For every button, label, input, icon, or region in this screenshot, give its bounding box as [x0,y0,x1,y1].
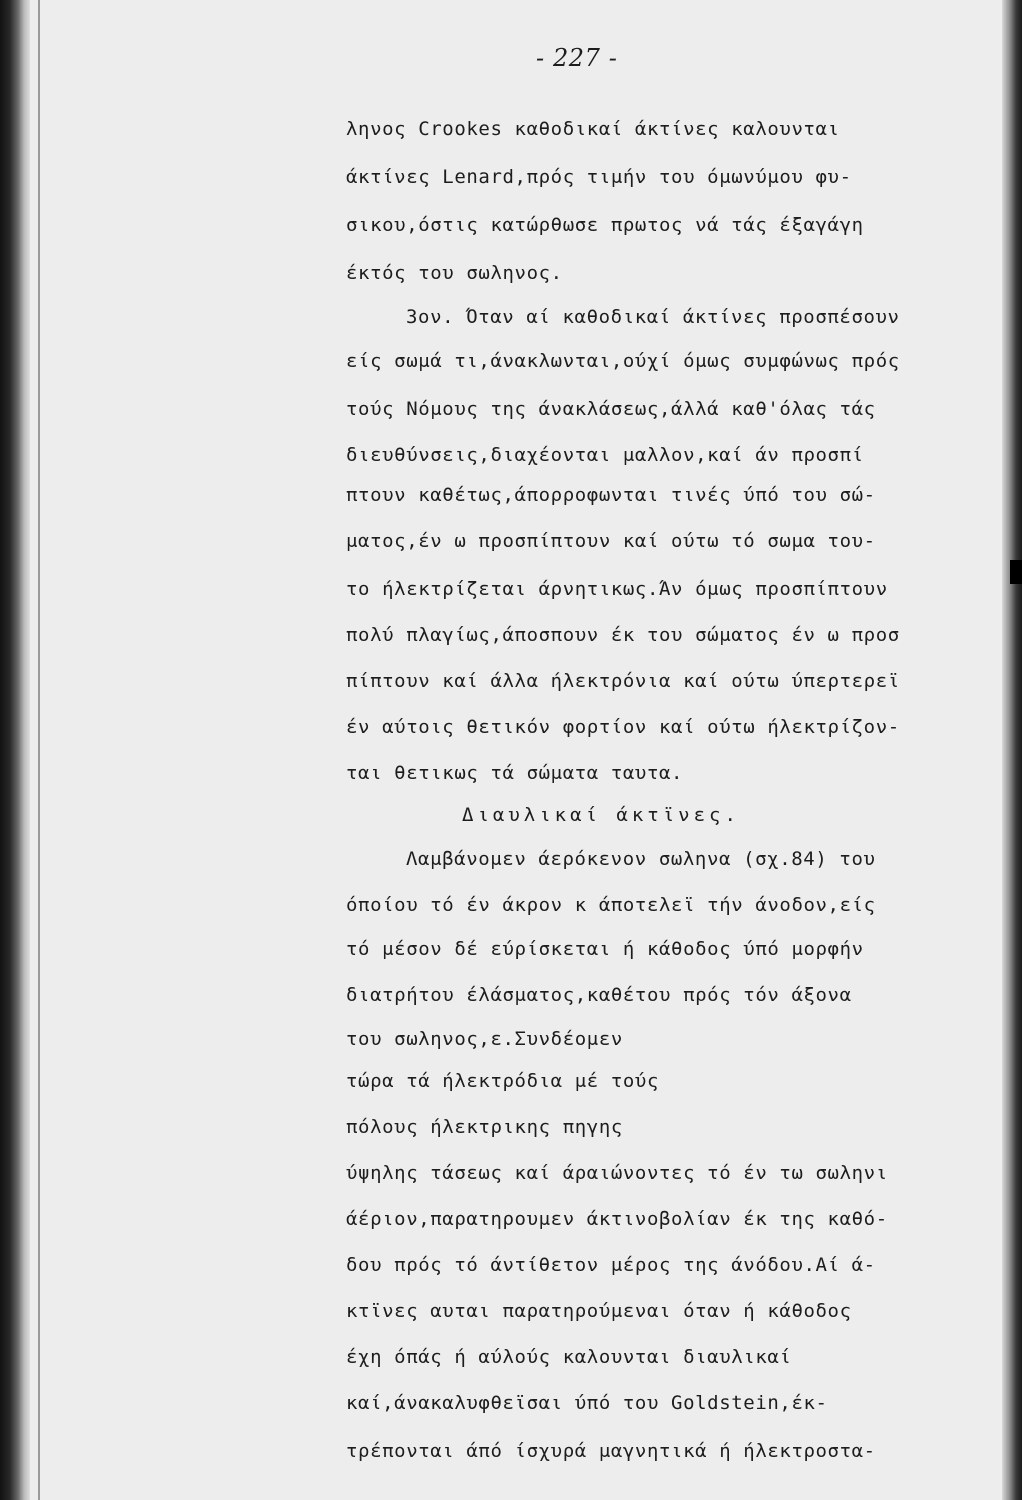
text-line-28: έχη όπάς ή αύλούς καλουνται διαυλικαί [346,1346,792,1368]
page-binding [0,0,30,1500]
page-right-edge [1002,0,1022,1500]
text-line-6: είς σωμά τι,άνακλωνται,ούχί όμως συμφώνως πρός [346,350,900,372]
text-line-13: πίπτουν καί άλλα ήλεκτρόνια καί ούτω ύπερτερεϊ [346,670,900,692]
text-line-14: έν αύτοις θετικόν φορτίον καί ούτω ήλεκτρίζον- [346,716,900,738]
text-line-7: τούς Νόμους της άνακλάσεως,άλλά καθ'όλας τάς [346,398,876,420]
text-line-2: άκτίνες Lenard,πρός τιμήν του όμωνύμου φυ- [346,166,852,188]
text-line-26: δου πρός τό άντίθετον μέρος της άνόδου.Αί ά- [346,1254,876,1276]
text-line-1: ληνος Crookes καθοδικαί άκτίνες καλουνται [346,118,840,140]
text-line-15: ται θετικως τά σώματα ταυτα. [346,762,684,784]
text-line-24: ύψηλης τάσεως καί άραιώνοντες τό έν τω σωληνι [346,1162,888,1184]
text-line-10: ματος,έν ω προσπίπτουν καί ούτω τό σωμα του- [346,530,876,552]
text-line-29: καί,άνακαλυφθεϊσαι ύπό του Goldstein,έκ- [346,1392,828,1414]
section-heading: Διαυλικαί άκτϊνες. [462,804,740,826]
text-line-19: τό μέσον δέ εύρίσκεται ή κάθοδος ύπό μορφήν [346,938,864,960]
text-line-23: πόλους ήλεκτρικης πηγης [346,1116,623,1138]
text-line-5: 3ον. Όταν αί καθοδικαί άκτίνες προσπέσουν [406,306,900,328]
text-line-20: διατρήτου έλάσματος,καθέτου πρός τόν άξονα [346,984,852,1006]
text-line-9: πτουν καθέτως,άπορροφωνται τινές ύπό του σώ- [346,484,876,506]
text-line-27: κτϊνες αυται παρατηρούμεναι όταν ή κάθοδος [346,1300,852,1322]
text-line-17: Λαμβάνομεν άερόκενον σωληνα (σχ.84) του [406,848,876,870]
page-number: - 227 - [536,44,618,72]
text-line-8: διευθύνσεις,διαχέονται μαλλον,καί άν προσπί [346,444,864,466]
text-line-30: τρέπονται άπό ίσχυρά μαγνητικά ή ήλεκτροστα- [346,1440,876,1462]
binding-line [38,0,40,1500]
text-line-4: έκτός του σωληνος. [346,262,563,284]
text-line-11: το ήλεκτρίζεται άρνητικως.Άν όμως προσπίπτουν [346,578,888,600]
text-line-25: άέριον,παρατηρουμεν άκτινοβολίαν έκ της καθό- [346,1208,888,1230]
text-line-3: σικου,όστις κατώρθωσε πρωτος νά τάς έξαγάγη [346,214,864,236]
edge-mark [1010,560,1022,584]
text-line-22: τώρα τά ήλεκτρόδια μέ τούς [346,1070,660,1092]
text-line-12: πολύ πλαγίως,άποσπουν έκ του σώματος έν ω προσ [346,624,900,646]
text-line-18: όποίου τό έν άκρον κ άποτελεϊ τήν άνοδον,είς [346,894,876,916]
text-line-21: του σωληνος,ε.Συνδέομεν [346,1028,623,1050]
